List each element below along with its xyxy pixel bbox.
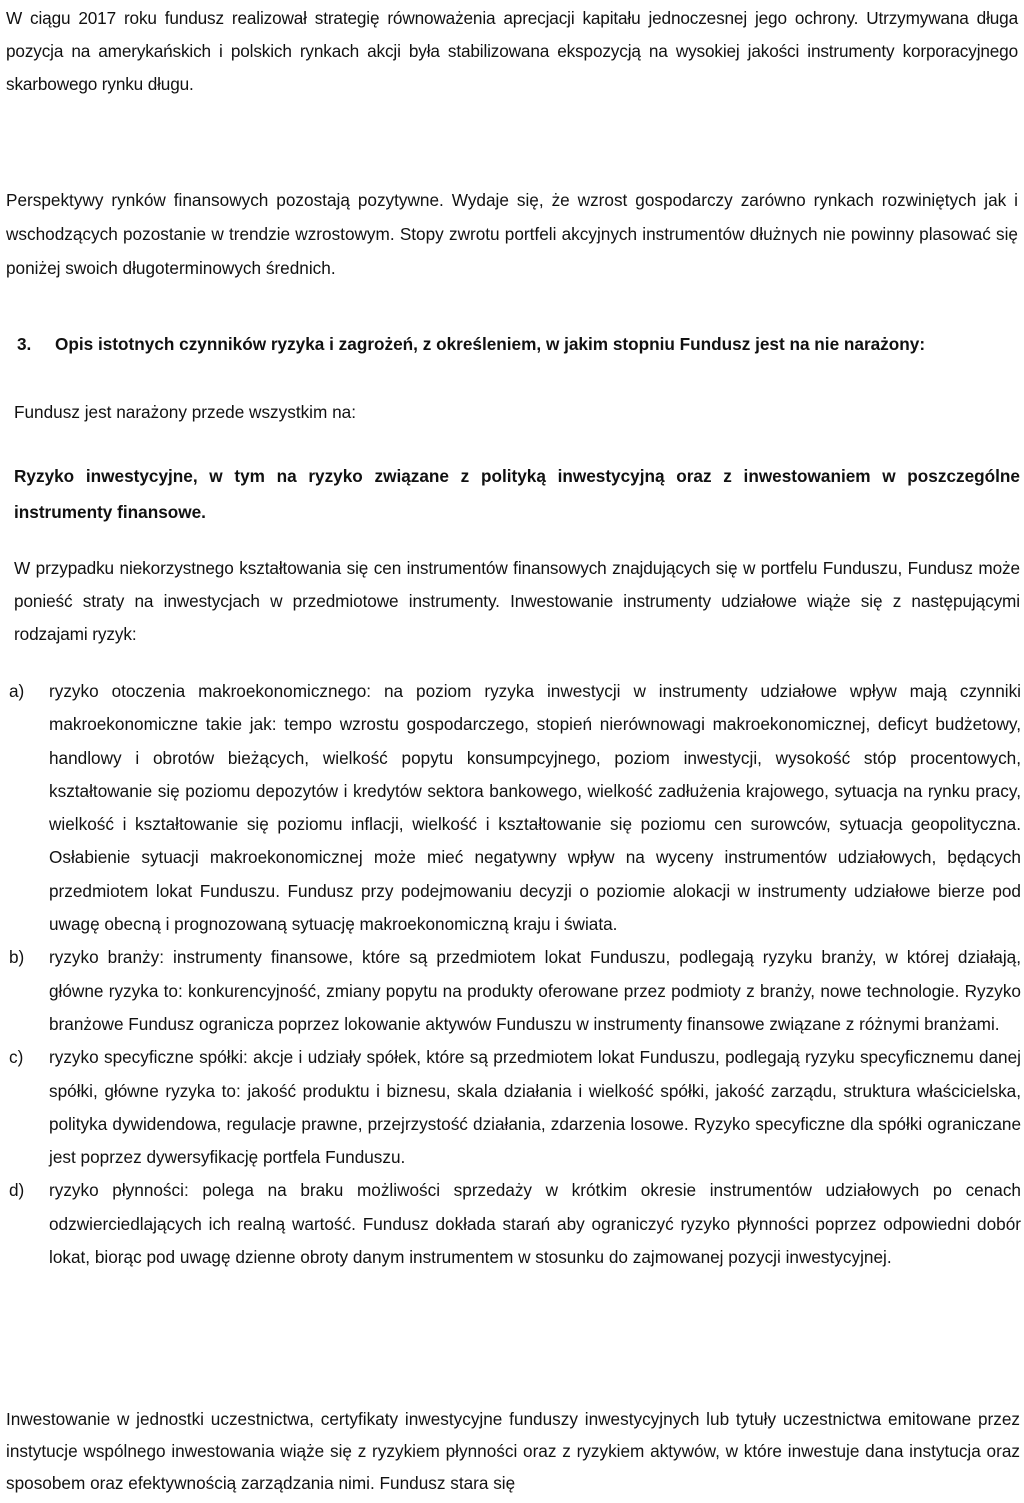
list-item-text: ryzyko branży: instrumenty finansowe, które są przedmiotem lokat Funduszu, podlegają ryzyku branży, w której działają, główne ryzyka to: konkurencyjność, zmiany popytu na produkty oferowane przez podmioty z branży, nowe technologie. Ryzyko branżowe Fundusz ogranicza poprzez lokowanie aktywów Funduszu w instrumenty finansowe związane z różnymi branżami.: [49, 947, 1021, 1034]
section-heading-text: Opis istotnych czynników ryzyka i zagrożeń, z określeniem, w jakim stopniu Fundusz jest na nie narażony:: [55, 334, 926, 354]
section-heading: [17, 333, 1021, 355]
list-marker: a): [9, 681, 25, 701]
section-number: 3.: [17, 334, 32, 354]
investment-risk-title: Ryzyko inwestycyjne, w tym na ryzyko związane z polityką inwestycyjną oraz z inwestowaniem w poszczególne instrumenty finansowe.: [14, 466, 1020, 522]
list-item: [9, 1041, 1021, 1174]
list-marker: c): [9, 1047, 24, 1068]
exposed-intro: Fundusz jest narażony przede wszystkim na:: [14, 402, 356, 422]
list-marker: d): [9, 1180, 25, 1201]
perspectives-paragraph: Perspektywy rynków finansowych pozostają pozytywne. Wydaje się, że wzrost gospodarczy zarówno rynkach rozwiniętych jak i wschodzących pozostanie w trendzie wzrostowym. Stopy zwrotu portfeli akcyjnych instrumentów dłużnych nie powinny plasować się poniżej swoich długoterminowych średnich.: [6, 190, 1018, 278]
list-item: [9, 941, 1021, 1041]
risk-list: [9, 675, 1021, 1274]
list-item: [9, 1174, 1021, 1274]
list-item: [9, 675, 1021, 941]
list-item-text: ryzyko specyficzne spółki: akcje i udziały spółek, które są przedmiotem lokat Funduszu, podlegają ryzyku specyficznemu danej spółki, główne ryzyka to: jakość produktu i biznesu, skala działania i wielkość spółki, jakość zarządu, struktura właścicielska, polityka dywidendowa, regulacje prawne, przejrzystość działania, zdarzenia losowe. Ryzyko specyficzne dla spółki ograniczane jest poprzez dywersyfikację portfela Funduszu.: [49, 1047, 1021, 1168]
list-item-text: ryzyko płynności: polega na braku możliwości sprzedaży w krótkim okresie instrumentów udziałowych po cenach odzwierciedlających ich realną wartość. Fundusz dokłada starań aby ograniczyć ryzyko płynności poprzez odpowiedni dobór lokat, biorąc pod uwagę dzienne obroty danym instrumentem w stosunku do zajmowanej pozycji inwestycyjnej.: [49, 1180, 1021, 1268]
investment-risk-paragraph: W przypadku niekorzystnego kształtowania się cen instrumentów finansowych znajdujących się w portfelu Funduszu, Fundusz może ponieść straty na inwestycjach w przedmiotowe instrumenty. Inwestowanie instrumenty udziałowe wiąże się z następującymi rodzajami ryzyk:: [14, 558, 1020, 644]
intro-paragraph: W ciągu 2017 roku fundusz realizował strategię równoważenia aprecjacji kapitału jednoczesnej jego ochrony. Utrzymywana długa pozycja na amerykańskich i polskich rynkach akcji była stabilizowana ekspozycją na wysokiej jakości instrumenty korporacyjnego skarbowego rynku długu.: [6, 8, 1018, 94]
closing-paragraph: Inwestowanie w jednostki uczestnictwa, certyfikaty inwestycyjne funduszy inwestycyjnych lub tytuły uczestnictwa emitowane przez instytucje wspólnego inwestowania wiąże się z ryzykiem płynności oraz z ryzykiem aktywów, w które inwestuje dana instytucja oraz sposobem oraz efektywnością zarządzania nimi. Fundusz stara się: [6, 1409, 1020, 1493]
list-item-text: ryzyko otoczenia makroekonomicznego: na poziom ryzyka inwestycji w instrumenty udziałowe wpływ mają czynniki makroekonomiczne takie jak: tempo wzrostu gospodarczego, stopień nierównowagi makroekonomicznej, deficyt budżetowy, handlowy i obrotów bieżących, wielkość popytu konsumpcyjnego, poziom inwestycji, wysokość stóp procentowych, kształtowanie się poziomu depozytów i kredytów sektora bankowego, wielkość zadłużenia krajowego, sytuacja na rynku pracy, wielkość i kształtowanie się poziomu inflacji, wielkość i kształtowanie się poziomu cen surowców, sytuacja geopolityczna. Osłabienie sytuacji makroekonomicznej może mieć negatywny wpływ na wyceny instrumentów udziałowych, będących przedmiotem lokat Funduszu. Fundusz przy podejmowaniu decyzji o poziomie alokacji w instrumenty udziałowe bierze pod uwagę obecną i prognozowaną sytuację makroekonomiczną kraju i świata.: [49, 681, 1021, 935]
list-marker: b): [9, 947, 25, 968]
